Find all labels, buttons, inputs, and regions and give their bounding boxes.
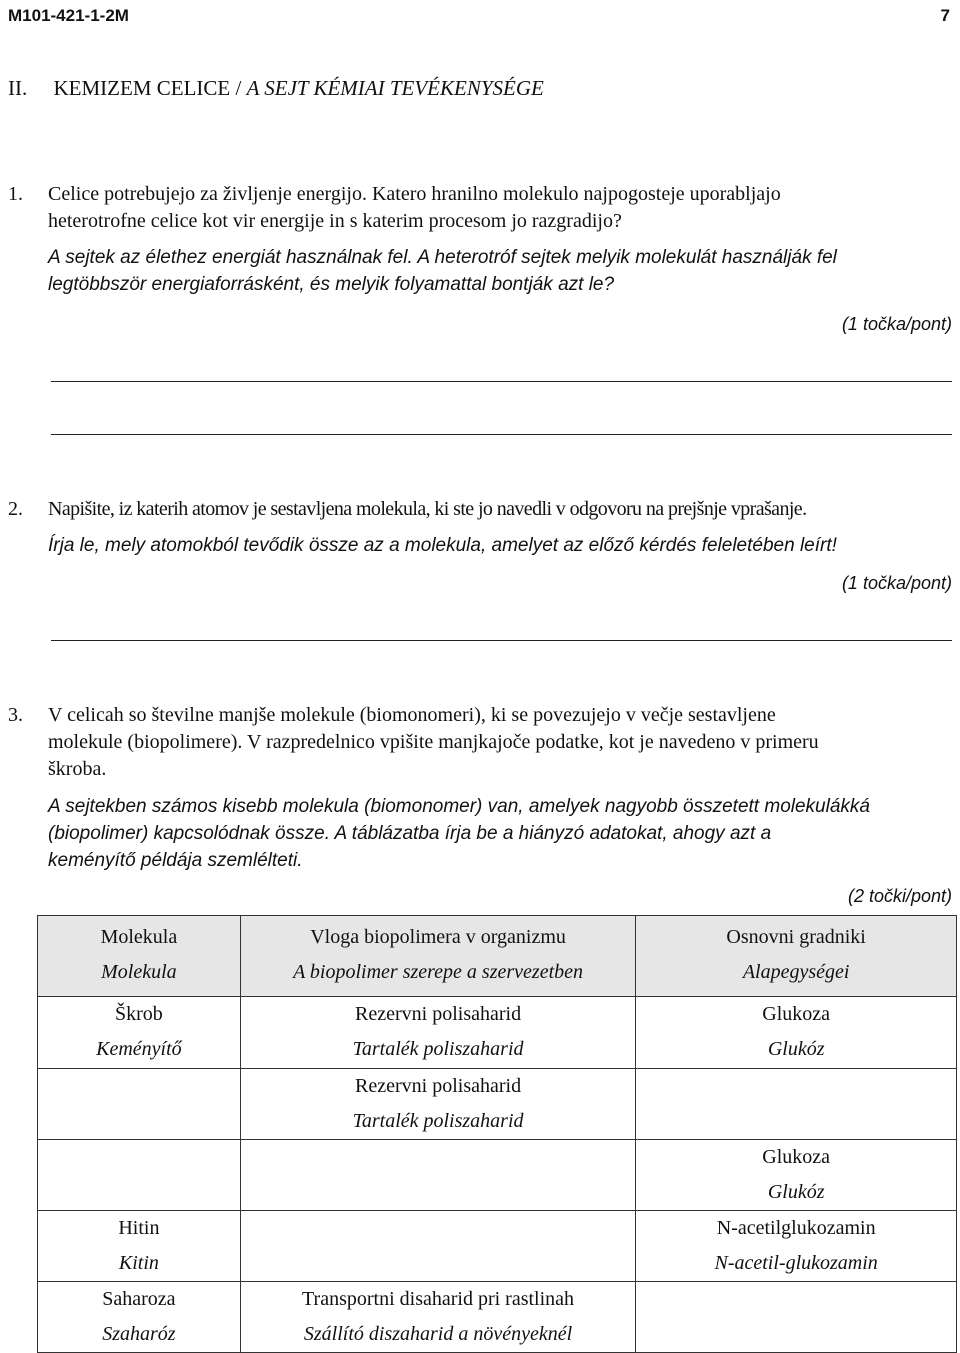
cell-text-sl: Glukoza [762, 1003, 831, 1025]
q1-text-hu [48, 244, 954, 298]
table-row [38, 1211, 957, 1282]
cell-text-sl: Škrob [115, 1003, 163, 1025]
header-label-hu: A biopolimer szerepe a szervezetben [293, 961, 584, 983]
q3-text-hu [48, 793, 954, 874]
header-label-hu: Alapegységei [742, 961, 850, 983]
exam-code: M101-421-1-2M [8, 6, 129, 25]
header-label-hu: Molekula [101, 961, 177, 983]
cell-text-sl: Glukoza [762, 1146, 831, 1168]
cell-text-hu: Tartalék poliszaharid [352, 1038, 524, 1060]
section-title-sl: KEMIZEM CELICE / [53, 76, 247, 100]
q3-text-sl [48, 702, 954, 783]
q1-text-sl [48, 181, 954, 235]
table-cell-blank[interactable] [636, 1282, 957, 1353]
table-cell-blank[interactable] [38, 1069, 241, 1140]
table-cell-blank[interactable] [240, 1140, 636, 1211]
section-title [8, 76, 544, 101]
table-cell [636, 1211, 957, 1282]
cell-text-hu: Glukóz [767, 1038, 825, 1060]
cell-text-hu: Glukóz [767, 1181, 825, 1203]
table-cell [38, 997, 241, 1069]
table-cell [38, 1282, 241, 1353]
cell-text-hu: Tartalék poliszaharid [352, 1110, 524, 1132]
table-cell [636, 1140, 957, 1211]
cell-text-sl: Rezervni polisaharid [355, 1075, 522, 1097]
table-header-row [38, 916, 957, 997]
q2-text-hu: Írja le, mely atomokból tevődik össze az a molekula, amelyet az előző kérdés feleletében leírt! [48, 535, 837, 556]
q1-number: 1. [8, 183, 23, 205]
q1-hu-line: A sejtek az élethez energiát használnak fel. A heterotróf sejtek melyik molekulát használják fel [48, 247, 837, 268]
q3-hu-line: (biopolimer) kapcsolódnak össze. A táblázatba írja be a hiányzó adatokat, ahogy azt a [48, 823, 772, 844]
biopolymer-table [37, 915, 957, 1353]
q1-hu-line: legtöbbször energiaforrásként, és melyik folyamattal bontják azt le? [48, 274, 615, 295]
header-label-sl: Vloga biopolimera v organizmu [310, 926, 566, 948]
table-cell [38, 1211, 241, 1282]
page-number: 7 [940, 6, 950, 25]
q1-answer-line[interactable] [51, 434, 952, 435]
table-row [38, 1069, 957, 1140]
table-cell [240, 1069, 636, 1140]
q3-number: 3. [8, 704, 23, 726]
cell-text-hu: Keményítő [96, 1038, 182, 1060]
q3-sl-line: škroba. [48, 758, 107, 780]
header-cell-role [240, 916, 636, 997]
cell-text-hu: Szállító diszaharid a növényeknél [303, 1323, 573, 1345]
cell-text-sl: Rezervni polisaharid [355, 1003, 522, 1025]
table-cell-blank[interactable] [38, 1140, 241, 1211]
q2-text-sl: Napišite, iz katerih atomov je sestavljena molekula, ki ste jo navedli v odgovoru na prejšnje vprašanje. [48, 498, 807, 520]
q3-hu-line: keményítő példája szemlélteti. [48, 850, 303, 871]
section-number: II. [8, 76, 28, 100]
table-cell [240, 997, 636, 1069]
q2-answer-line[interactable] [51, 640, 952, 641]
q3-sl-line: molekule (biopolimere). V razpredelnico vpišite manjkajoče podatke, kot je navedeno v primeru [48, 731, 819, 753]
q1-answer-line[interactable] [51, 381, 952, 382]
q2-number: 2. [8, 498, 23, 520]
table-cell [240, 1282, 636, 1353]
table-cell [636, 997, 957, 1069]
cell-text-sl: N-acetilglukozamin [716, 1217, 876, 1239]
table-row [38, 1140, 957, 1211]
q1-points: (1 točka/pont) [841, 314, 952, 334]
cell-text-hu: N-acetil-glukozamin [714, 1252, 878, 1274]
cell-text-hu: Szaharóz [102, 1323, 176, 1345]
q3-sl-line: V celicah so številne manjše molekule (biomonomeri), ki se povezujejo v večje sestavljene [48, 704, 776, 726]
cell-text-sl: Transportni disaharid pri rastlinah [302, 1288, 575, 1310]
q3-hu-line: A sejtekben számos kisebb molekula (biomonomer) van, amelyek nagyobb összetett molekulákká [48, 796, 870, 817]
cell-text-sl: Hitin [118, 1217, 160, 1239]
header-label-sl: Molekula [100, 926, 178, 948]
cell-text-sl: Saharoza [102, 1288, 176, 1310]
table-cell-blank[interactable] [240, 1211, 636, 1282]
cell-text-hu: Kitin [118, 1252, 159, 1274]
header-label-sl: Osnovni gradniki [726, 926, 866, 948]
q3-points: (2 točki/pont) [847, 886, 952, 906]
q1-sl-line: heterotrofne celice kot vir energije in s katerim procesom jo razgradijo? [48, 210, 622, 232]
table-row [38, 1282, 957, 1353]
header-cell-units [636, 916, 957, 997]
header-cell-molecule [38, 916, 241, 997]
q1-sl-line: Celice potrebujejo za življenje energijo. Katero hranilno molekulo najpogosteje uporabljajo [48, 183, 781, 205]
table-cell-blank[interactable] [636, 1069, 957, 1140]
table-row [38, 997, 957, 1069]
section-title-hu: A SEJT KÉMIAI TEVÉKENYSÉGE [246, 76, 544, 100]
q2-points: (1 točka/pont) [841, 573, 952, 593]
